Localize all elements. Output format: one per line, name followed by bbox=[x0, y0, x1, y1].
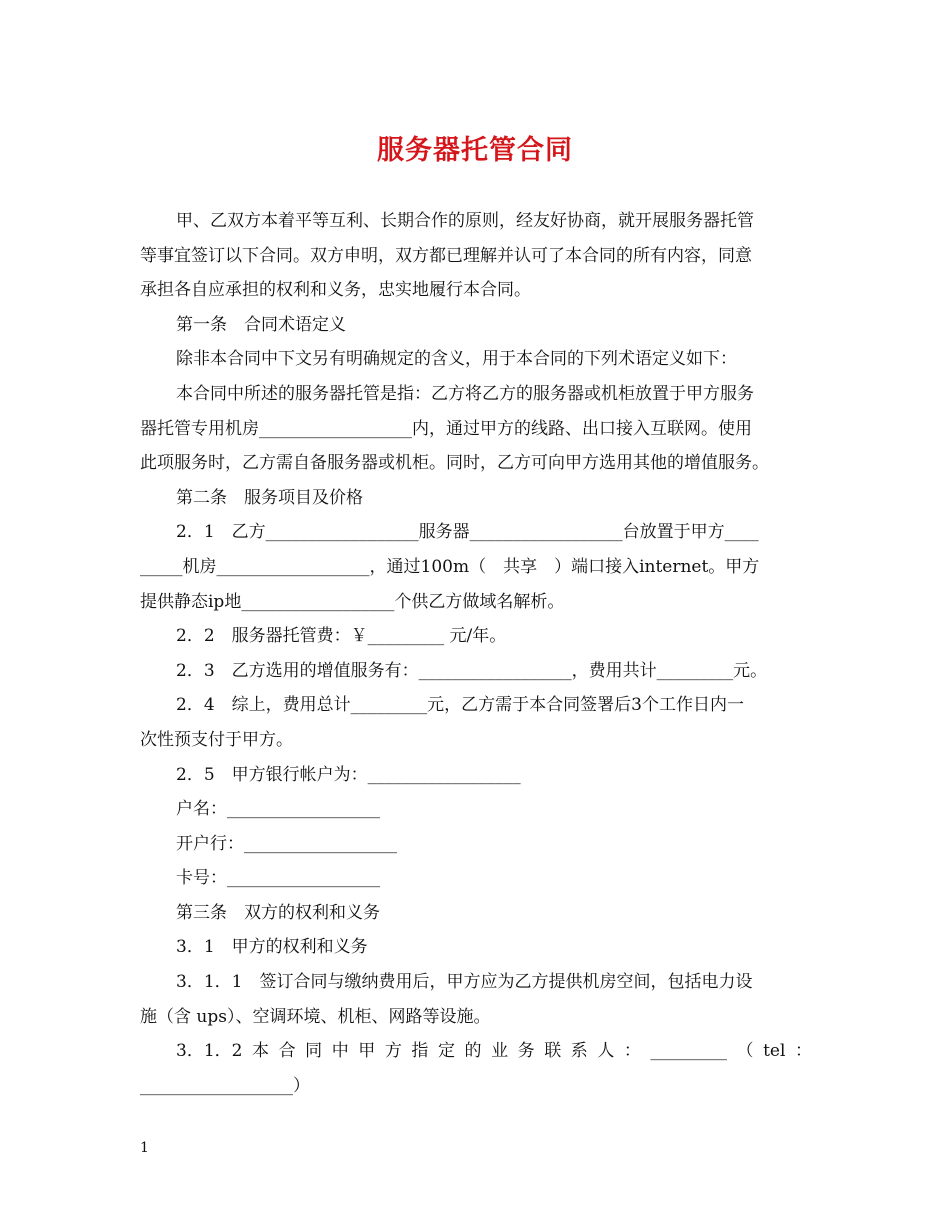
justified-token: 系 bbox=[570, 1041, 588, 1062]
justified-token: 3．1．2 bbox=[176, 1041, 243, 1062]
text-line: 2．1 乙方__________________服务器__________________台放置于甲方____ bbox=[176, 522, 759, 543]
justified-token: 务 bbox=[517, 1041, 535, 1062]
justified-token: 联 bbox=[544, 1041, 562, 1062]
text-line: 本合同中所述的服务器托管是指：乙方将乙方的服务器或机柜放置于甲方服务 bbox=[176, 383, 754, 404]
text-line: 户名：__________________ bbox=[176, 799, 380, 820]
text-line: 2．2 服务器托管费：￥_________ 元/年。 bbox=[176, 626, 507, 647]
justified-token: 业 bbox=[491, 1041, 509, 1062]
text-line: 等事宜签订以下合同。双方申明，双方都已理解并认可了本合同的所有内容，同意 bbox=[140, 245, 752, 266]
justified-token: 指 bbox=[411, 1041, 429, 1062]
text-line: 3．1 甲方的权利和义务 bbox=[176, 937, 368, 958]
justified-token: 方 bbox=[384, 1041, 402, 1062]
justified-token: ： bbox=[794, 1041, 812, 1062]
text-line: 2．3 乙方选用的增值服务有：__________________，费用共计_________元。 bbox=[176, 660, 768, 681]
justified-token: ： bbox=[623, 1041, 641, 1062]
text-line: 提供静态ip地__________________个供乙方做域名解析。 bbox=[140, 591, 565, 612]
contact-tel-line: __________________） bbox=[140, 1075, 310, 1096]
text-line: 卡号：__________________ bbox=[176, 868, 380, 889]
text-line: 2．4 综上，费用总计_________元，乙方需于本合同签署后3个工作日内一 bbox=[176, 695, 744, 716]
justified-token: 本 bbox=[252, 1041, 270, 1062]
contact-person-line bbox=[140, 1034, 812, 1069]
page-number: 1 bbox=[140, 1140, 149, 1156]
text-line: 第三条 双方的权利和义务 bbox=[176, 902, 380, 923]
justified-token: 定 bbox=[437, 1041, 455, 1062]
text-line: 承担各自应承担的权利和义务，忠实地履行本合同。 bbox=[140, 280, 531, 301]
justified-token: tel bbox=[763, 1041, 786, 1062]
text-line: 此项服务时，乙方需自备服务器或机柜。同时，乙方可向甲方选用其他的增值服务。 bbox=[140, 453, 769, 474]
text-line: 第一条 合同术语定义 bbox=[176, 314, 346, 335]
text-line: 除非本合同中下文另有明确规定的含义，用于本合同的下列术语定义如下： bbox=[176, 349, 737, 370]
text-line: _____机房__________________，通过100m（ 共享 ）端口接入internet。甲方 bbox=[140, 556, 760, 577]
justified-token: _________ bbox=[650, 1041, 727, 1062]
justified-token: 的 bbox=[464, 1041, 482, 1062]
paragraph-lines bbox=[140, 204, 812, 1034]
document-body bbox=[140, 204, 812, 1103]
text-line: 次性预支付于甲方。 bbox=[140, 729, 293, 750]
text-line: 2．5 甲方银行帐户为：__________________ bbox=[176, 764, 521, 785]
text-line: 施（含 ups）、空调环境、机柜、网路等设施。 bbox=[140, 1006, 491, 1027]
justified-token: 甲 bbox=[358, 1041, 376, 1062]
text-line: 第二条 服务项目及价格 bbox=[176, 487, 363, 508]
justified-token: 中 bbox=[331, 1041, 349, 1062]
text-line: 开户行：__________________ bbox=[176, 833, 397, 854]
justified-token: （ bbox=[736, 1041, 754, 1062]
text-line: 器托管专用机房__________________内，通过甲方的线路、出口接入互联网。使用 bbox=[140, 418, 752, 439]
document-title: 服务器托管合同 bbox=[377, 135, 573, 166]
justified-token: 同 bbox=[305, 1041, 323, 1062]
justified-token: 人 bbox=[597, 1041, 615, 1062]
text-line: 3．1．1 签订合同与缴纳费用后，甲方应为乙方提供机房空间，包括电力设 bbox=[176, 972, 753, 993]
text-line: 甲、乙双方本着平等互利、长期合作的原则，经友好协商，就开展服务器托管 bbox=[176, 211, 754, 231]
justified-token: 合 bbox=[278, 1041, 296, 1062]
